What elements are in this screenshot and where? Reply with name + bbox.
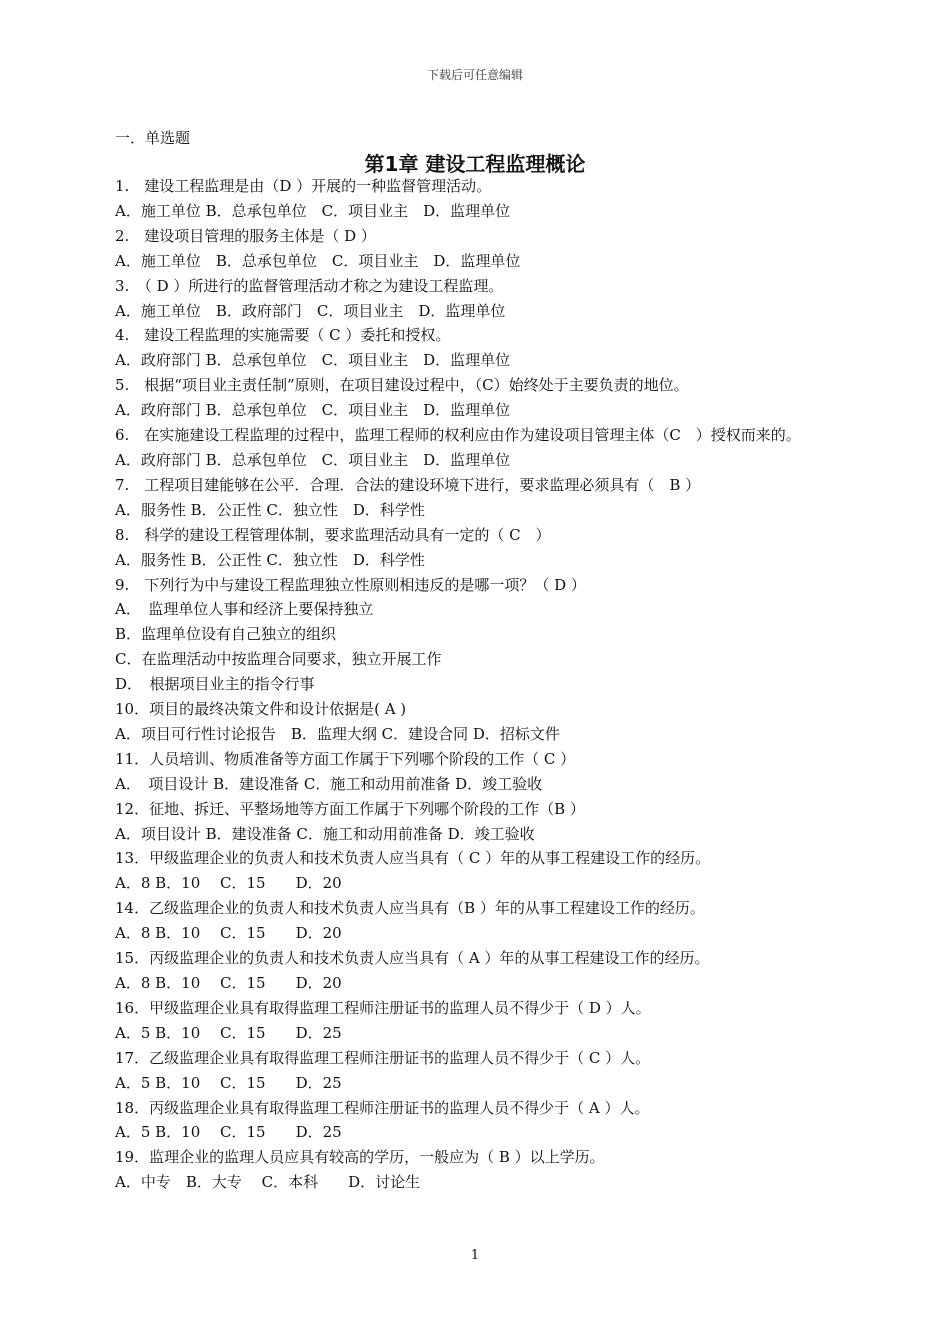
question-line: 3. （ D ）所进行的监督管理活动才称之为建设工程监理。 — [115, 276, 504, 295]
question-line: 4. 建设工程监理的实施需要（ C ）委托和授权。 — [115, 326, 451, 345]
options-line: D． 根据项目业主的指令行事 — [115, 675, 315, 694]
question-line: 2. 建设项目管理的服务主体是（ D ） — [115, 226, 376, 245]
question-line: 10．项目的最终决策文件和设计依据是( A ) — [115, 700, 407, 719]
options-line: C．在监理活动中按监理合同要求，独立开展工作 — [115, 650, 442, 669]
options-line: A．施工单位 B．总承包单位 C．项目业主 D．监理单位 — [115, 251, 521, 270]
options-line: B．监理单位设有自己独立的组织 — [115, 625, 337, 644]
question-line: 5. 根据“项目业主责任制”原则，在项目建设过程中，（C）始终处于主要负责的地位。 — [115, 376, 689, 395]
question-line: 6. 在实施建设工程监理的过程中，监理工程师的权利应由作为建设项目管理主体（C ）授权而来的。 — [115, 426, 801, 445]
question-line: 1. 建设工程监理是由（D ）开展的一种监督管理活动。 — [115, 177, 492, 195]
options-line: A．8 B．10 C．15 D．20 — [115, 974, 342, 992]
page-header: 下载后可任意编辑 — [426, 68, 523, 82]
question-line: 13．甲级监理企业的负责人和技术负责人应当具有（ C ）年的从事工程建设工作的经历。 — [115, 849, 711, 868]
options-line: A．5 B．10 C．15 D．25 — [115, 1023, 342, 1042]
question-line: 11．人员培训、物质准备等方面工作属于下列哪个阶段的工作（ C ） — [115, 749, 576, 768]
options-line: A．8 B．10 C．15 D．20 — [115, 924, 342, 943]
options-line: A． 项目设计 B．建设准备 C．施工和动用前准备 D．竣工验收 — [115, 774, 543, 793]
question-line: 18．丙级监理企业具有取得监理工程师注册证书的监理人员不得少于（ A ）人。 — [115, 1098, 650, 1117]
options-line: A．项目设计 B．建设准备 C．施工和动用前准备 D．竣工验收 — [115, 824, 535, 843]
options-line: A． 监理单位人事和经济上要保持独立 — [115, 600, 374, 619]
question-line: 7. 工程项目建能够在公平．合理．合法的建设环境下进行，要求监理必须具有（ B ） — [115, 475, 701, 494]
page-number: 1 — [470, 1248, 480, 1263]
options-line: A．5 B．10 C．15 D．25 — [115, 1123, 342, 1142]
chapter-title: 第1章 建设工程监理概论 — [364, 152, 586, 176]
question-line: 12．征地、拆迁、平整场地等方面工作属于下列哪个阶段的工作（B ） — [115, 799, 585, 818]
options-line: A．施工单位 B．政府部门 C．项目业主 D．监理单位 — [115, 301, 506, 320]
options-line: A．服务性 B．公正性 C．独立性 D．科学性 — [115, 500, 425, 519]
question-line: 15．丙级监理企业的负责人和技术负责人应当具有（ A ）年的从事工程建设工作的经历。 — [115, 949, 710, 968]
question-line: 9. 下列行为中与建设工程监理独立性原则相违反的是哪一项？（ D ） — [115, 575, 586, 594]
options-line: A．8 B．10 C．15 D．20 — [115, 874, 342, 893]
question-list — [115, 174, 845, 1195]
options-line: A．5 B．10 C．15 D．25 — [115, 1073, 342, 1092]
question-line: 19．监理企业的监理人员应具有较高的学历，一般应为（ B ）以上学历。 — [115, 1148, 605, 1167]
section-label: 一．单选题 — [115, 129, 191, 147]
options-line: A．政府部门 B．总承包单位 C．项目业主 D．监理单位 — [115, 401, 511, 420]
options-line: A．中专 B．大专 C．本科 D．讨论生 — [115, 1173, 421, 1192]
options-line: A．项目可行性讨论报告 B．监理大纲 C．建设合同 D．招标文件 — [115, 724, 560, 743]
question-line: 8. 科学的建设工程管理体制，要求监理活动具有一定的（ C ） — [115, 525, 551, 544]
question-line: 16．甲级监理企业具有取得监理工程师注册证书的监理人员不得少于（ D ）人。 — [115, 998, 651, 1017]
options-line: A．服务性 B．公正性 C．独立性 D．科学性 — [115, 550, 425, 569]
options-line: A．施工单位 B．总承包单位 C．项目业主 D．监理单位 — [115, 201, 511, 220]
options-line: A．政府部门 B．总承包单位 C．项目业主 D．监理单位 — [115, 450, 511, 469]
question-line: 17．乙级监理企业具有取得监理工程师注册证书的监理人员不得少于（ C ）人。 — [115, 1048, 651, 1067]
options-line: A．政府部门 B．总承包单位 C．项目业主 D．监理单位 — [115, 351, 511, 370]
question-line: 14．乙级监理企业的负责人和技术负责人应当具有（B ）年的从事工程建设工作的经历。 — [115, 899, 705, 918]
